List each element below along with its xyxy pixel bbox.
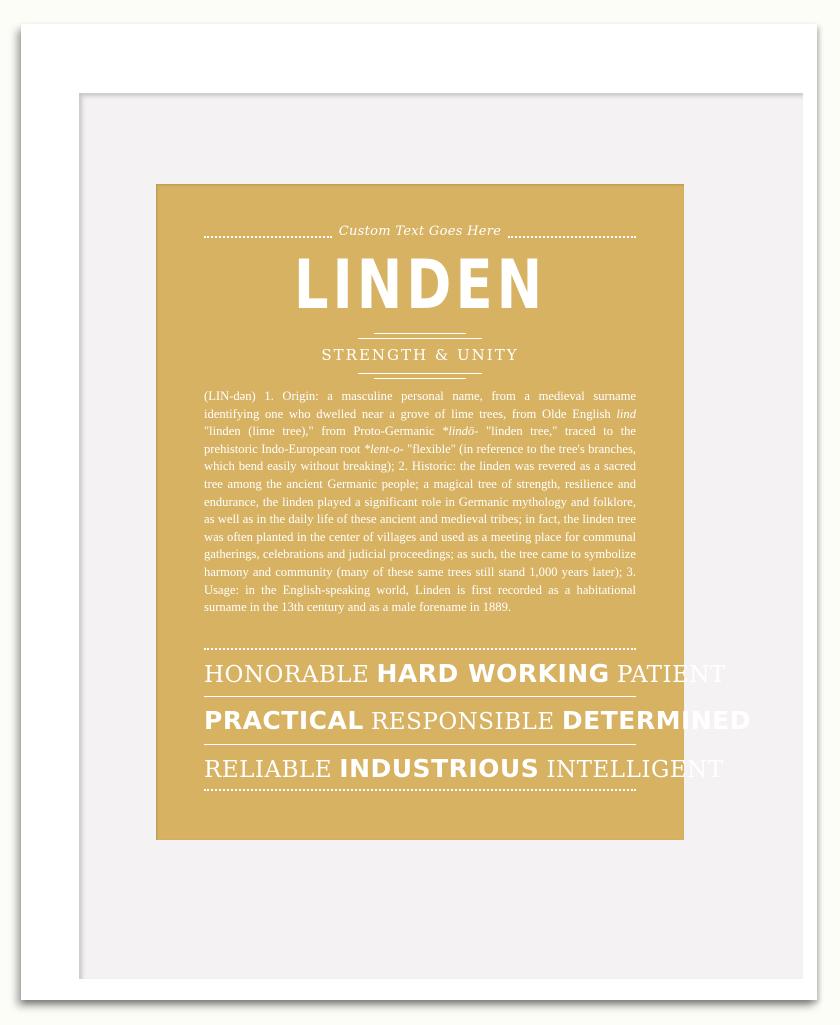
trait-word: DETERMINED: [561, 706, 752, 735]
traits-row: [204, 753, 724, 785]
dotted-divider-traits-bottom: [204, 789, 636, 791]
definition-text: "flexible" (in reference to the tree's branches, which bend easily without breaking); 2. Historic: the linden was revered as a sacred tree among the ancient Germanic people; a magical tree of strength, resilience and endurance, the linden played a significant role in Germanic mythology and folklore, as well as in the daily life of these ancient and medieval tribes; in fact, the linden tree was often planted in the center of villages and used as a meeting place for communal gatherings, celebrations and judicial proceedings; as such, the tree came to symbolize harmony and community (many of these same trees still stand 1,000 years later); 3. Usage: in the English-speaking world, Linden is first recorded as a habitational surname in the 13th century and as a male forename in 1889.: [204, 441, 637, 615]
title-rule-top: [374, 333, 466, 334]
trait-word: HARD WORKING: [376, 659, 610, 688]
definition-italic-term: lind: [616, 406, 636, 421]
definition-text: (LIN-dən) 1. Origin: a masculine personal name, from a medieval surname identifying one who dwelled near a grove of lime trees, from Olde English: [204, 389, 636, 421]
definition-text: "linden tree," traced to the prehistoric Indo-European root: [204, 424, 636, 456]
name-definition: [204, 388, 636, 617]
meaning-rule-wide: [358, 373, 482, 374]
dotted-divider-traits-top: [204, 648, 636, 650]
name-art-print: [156, 184, 752, 840]
meaning-rule-narrow: [374, 378, 466, 379]
traits-row: [204, 705, 752, 737]
title-rule-top-wide: [358, 338, 482, 339]
trait-word: PATIENT: [616, 662, 726, 688]
traits-row: [204, 658, 726, 690]
name-meaning: STRENGTH & UNITY: [321, 346, 519, 364]
custom-text: Custom Text Goes Here: [338, 224, 502, 239]
definition-italic-term: *lent-o-: [363, 441, 404, 456]
trait-word: INTELLIGENT: [546, 757, 724, 783]
traits-rule: [204, 696, 636, 697]
trait-word: HONORABLE: [204, 662, 370, 688]
trait-word: INDUSTRIOUS: [339, 754, 540, 783]
trait-word: RELIABLE: [204, 757, 333, 783]
definition-italic-term: *lindō-: [442, 424, 479, 439]
definition-text: "linden (lime tree)," from Proto-Germanic: [204, 424, 443, 439]
name-title: LINDEN: [293, 246, 547, 325]
traits-rule: [204, 744, 636, 745]
trait-word: PRACTICAL: [204, 706, 364, 735]
trait-word: RESPONSIBLE: [370, 709, 555, 735]
